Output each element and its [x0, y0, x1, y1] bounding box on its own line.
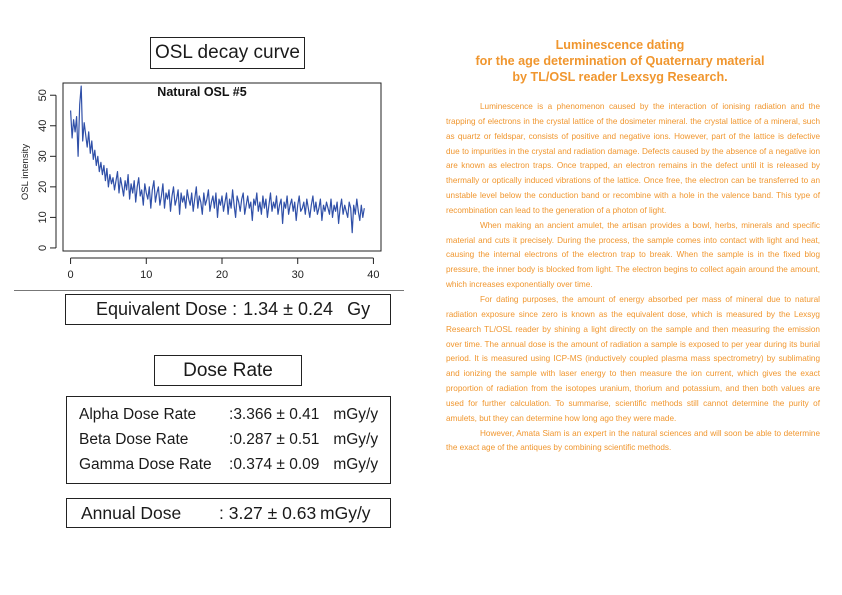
osl-chart [18, 76, 398, 291]
gamma-dose-rate-unit: mGy/y [333, 456, 379, 473]
equivalent-dose-label: Equivalent Dose [96, 299, 228, 319]
alpha-dose-rate-value: 3.366 ± 0.41 [233, 406, 320, 423]
article-title-line-3: by TL/OSL reader Lexsyg Research. [512, 70, 728, 84]
gamma-dose-rate-colon: : [229, 456, 234, 473]
x-tick-label: 30 [291, 269, 304, 281]
gamma-dose-rate-value: 0.374 ± 0.09 [233, 456, 320, 473]
dose-rate-title [154, 355, 302, 386]
gamma-dose-rate-label: Gamma Dose Rate [79, 456, 212, 473]
equivalent-dose-box [65, 294, 391, 325]
article-title-line-1: Luminescence dating [555, 38, 685, 52]
annual-dose-value: 3.27 ± 0.63 [228, 502, 317, 523]
article-paragraph-2: When making an ancient amulet, the artisan provides a bowl, herbs, minerals and specific material and cuts it precisely. During the process, the sample comes into contact with light and heat, causing the internal electrons of the electron trap to break. When the sample is in the fixed blog pressure, the inner body is blocked from light. The electron begins to collect again around the amount, which increases exponentially over time. [446, 220, 820, 290]
alpha-dose-rate-label: Alpha Dose Rate [79, 406, 197, 423]
plot-frame [63, 83, 381, 251]
beta-dose-rate-row [79, 429, 378, 451]
equivalent-dose-colon: : [227, 299, 238, 319]
article-paragraph-1: Luminescence is a phenomenon caused by the interaction of ionising radiation and the trapping of electrons in the crystal lattice of the dosimeter mineral. the crystal lattice of a mineral, such as quartz or feldspar, consists of positive and negative ions. However, part of the lattice is defective due to impurities in the crystal and radiation damage. Defects caused by the absence of a negative ion are known as electron traps. Once trapped, an electron remains in the defect until it is released by thermally or optically induced vibrations of the lattice. Once free, the electron can be transferred to an unstable level below the conduction band or recombine with a hole in the valence band. This type of recombination can lead to the generation of a photon of light. [446, 102, 820, 215]
gamma-dose-rate-row [79, 454, 378, 476]
dose-rate-title-text: Dose Rate [183, 359, 273, 381]
chart-title: Natural OSL #5 [157, 85, 247, 99]
dose-rate-box [66, 396, 391, 484]
x-tick-label: 20 [215, 269, 229, 281]
beta-dose-rate-unit: mGy/y [333, 431, 379, 448]
y-tick-label: 30 [37, 150, 49, 163]
beta-dose-rate-label: Beta Dose Rate [79, 431, 189, 448]
x-tick-label: 10 [140, 269, 153, 281]
article-paragraph-3: For dating purposes, the amount of energy absorbed per mass of mineral due to natural radiation exposure since zero is known as the equivalent dose, which is measured by the Lexsyg Research TL/OSL reader by shining a light directly on the sample and then measuring the emission over time. The annual dose is the amount of radiation a sample is exposed to per year during its burial period. It is measured using ICP-MS (inductively coupled plasma mass spectrometry) by sublimating and ionizing the sample with laser energy to then measure the ion current, which gives the exact proportion of radiation from the isotopes uranium, thorium and potassium, and then both values are used for further calculation. To summarise, scientific methods still cannot determine the purity of amulets, but they can determine how long ago they were made. [446, 294, 820, 423]
annual-dose-value-group: : 3.27 ± 0.63 [219, 502, 317, 523]
alpha-dose-rate-colon: : [229, 406, 234, 423]
equivalent-dose-unit: Gy [347, 299, 371, 319]
y-tick-label: 20 [37, 180, 49, 193]
article-paragraph-4: However, Amata Siam is an expert in the natural sciences and will soon be able to determine the exact age of the antiques by combining scientific methods. [446, 428, 820, 453]
chart-divider [14, 290, 404, 291]
y-tick-label: 10 [37, 211, 49, 224]
article-title-line-2: for the age determination of Quaternary material [475, 54, 765, 68]
osl-series-line [71, 86, 365, 233]
beta-dose-rate-colon: : [229, 431, 234, 448]
osl-decay-curve-title-text: OSL decay curve [154, 42, 301, 63]
alpha-dose-rate-unit: mGy/y [333, 406, 379, 423]
y-tick-label: 0 [37, 244, 49, 252]
x-tick-label: 40 [367, 269, 380, 281]
alpha-dose-rate-row [79, 404, 378, 426]
annual-dose-unit: mGy/y [320, 502, 371, 523]
x-tick-label: 0 [67, 269, 74, 281]
annual-dose-label: Annual Dose [81, 502, 182, 523]
osl-decay-curve-title [150, 37, 305, 69]
article-body [446, 100, 820, 456]
article-title [460, 37, 780, 85]
equivalent-dose-value: 1.34 ± 0.24 [243, 299, 334, 319]
beta-dose-rate-value: 0.287 ± 0.51 [233, 431, 320, 448]
y-axis-label: OSL intensity [20, 143, 31, 201]
y-tick-label: 50 [37, 89, 49, 102]
y-tick-label: 40 [37, 119, 49, 132]
annual-dose-box [66, 498, 391, 528]
